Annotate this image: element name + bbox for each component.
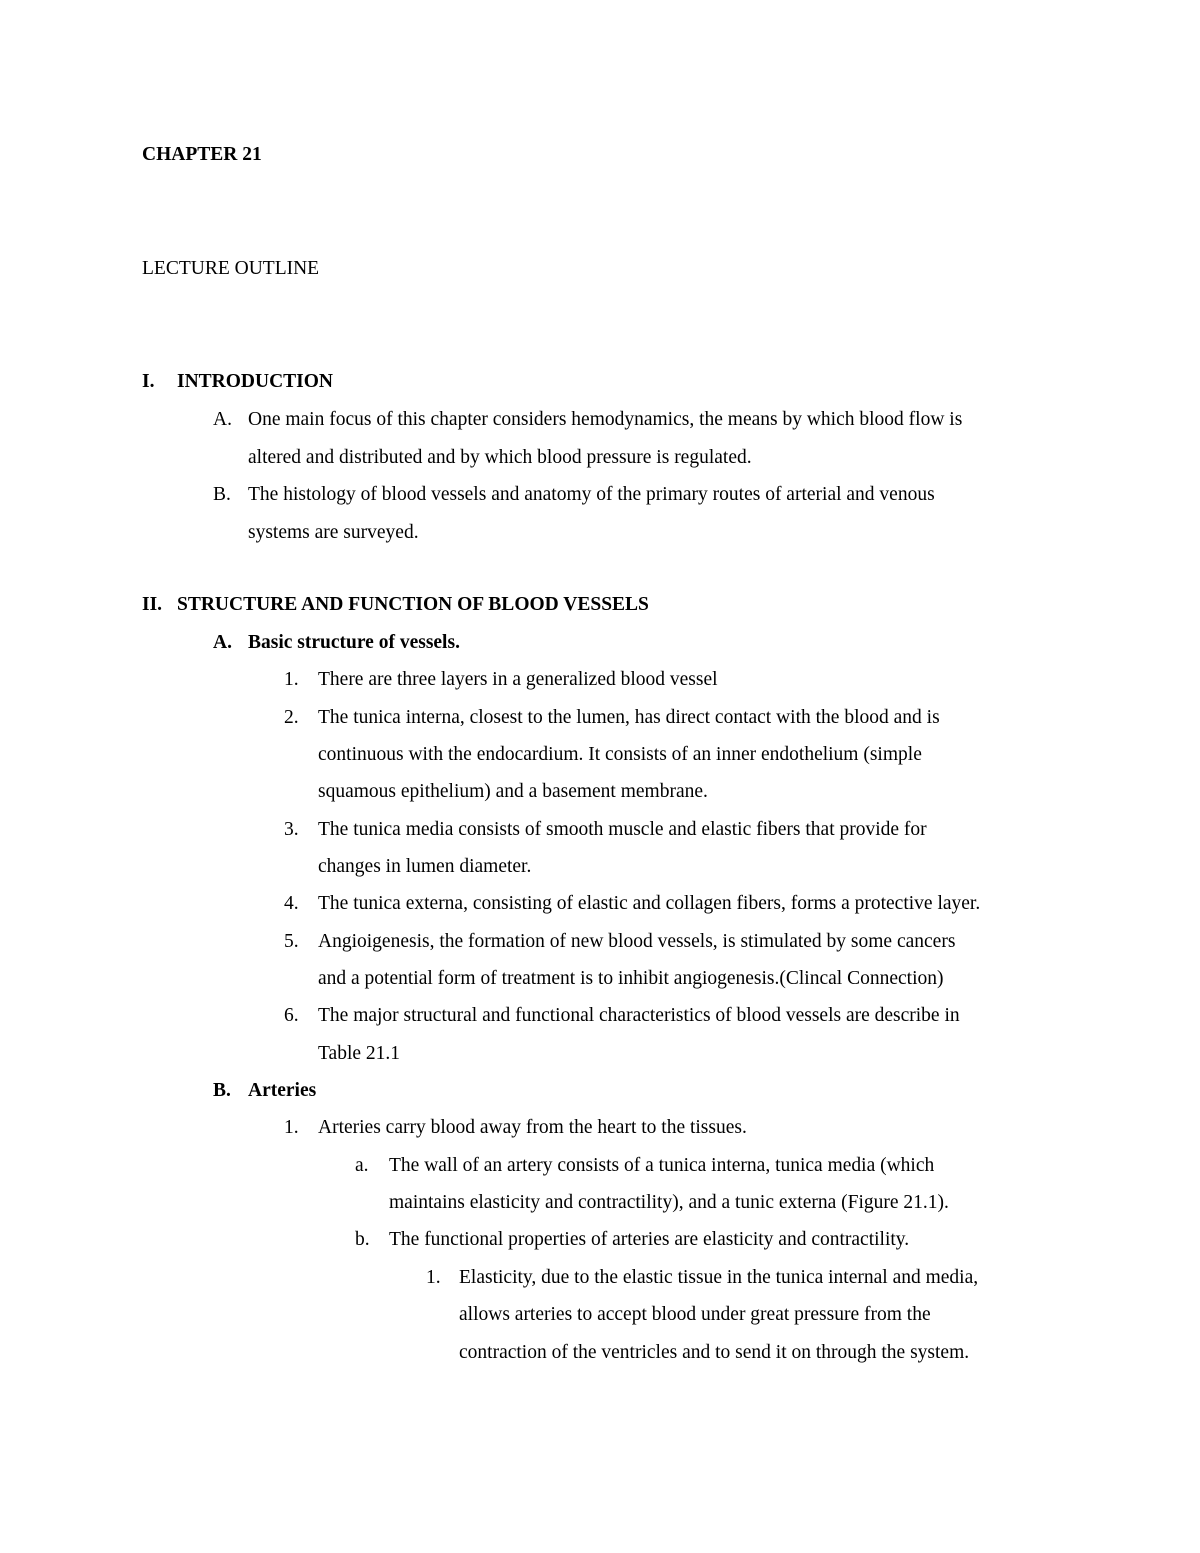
list-item-line: Arteries carry blood away from the heart to the tissues. [318, 1117, 747, 1138]
section-title: STRUCTURE AND FUNCTION OF BLOOD VESSELS [177, 594, 649, 615]
outline-title: LECTURE OUTLINE [142, 258, 320, 279]
list-marker: 5. [284, 931, 299, 952]
list-item-line: maintains elasticity and contractility), and a tunic externa (Figure 21.1). [389, 1192, 949, 1213]
list-item-line: allows arteries to accept blood under great pressure from the [459, 1304, 931, 1325]
list-marker: 1. [284, 1117, 299, 1138]
list-item-line: The wall of an artery consists of a tunica interna, tunica media (which [389, 1155, 935, 1176]
subsection-title: Basic structure of vessels. [248, 632, 460, 653]
list-marker: b. [355, 1229, 370, 1250]
list-item-line: Table 21.1 [318, 1043, 401, 1064]
list-item-line: The tunica media consists of smooth muscle and elastic fibers that provide for [318, 819, 927, 840]
list-marker: 1. [426, 1267, 441, 1288]
subsection-marker: B. [213, 1080, 231, 1101]
subsection-title: Arteries [248, 1080, 317, 1101]
list-marker: 3. [284, 819, 299, 840]
list-item-line: and a potential form of treatment is to inhibit angiogenesis.(Clincal Connection) [318, 968, 944, 989]
list-item-line: altered and distributed and by which blood pressure is regulated. [248, 447, 752, 468]
list-marker: 6. [284, 1005, 299, 1026]
list-item-line: The major structural and functional characteristics of blood vessels are describe in [318, 1005, 960, 1026]
list-marker: B. [213, 484, 231, 505]
list-item-line: The histology of blood vessels and anatomy of the primary routes of arterial and venous [248, 484, 935, 505]
list-marker: 2. [284, 707, 299, 728]
list-item-line: contraction of the ventricles and to send it on through the system. [459, 1342, 970, 1363]
list-marker: A. [213, 409, 232, 430]
list-marker: 4. [284, 893, 299, 914]
list-item-line: The functional properties of arteries are elasticity and contractility. [389, 1229, 910, 1250]
list-item-line: The tunica externa, consisting of elastic and collagen fibers, forms a protective layer. [318, 893, 981, 914]
section-numeral: I. [142, 371, 155, 392]
list-marker: 1. [284, 669, 299, 690]
list-item-line: One main focus of this chapter considers hemodynamics, the means by which blood flow is [248, 409, 963, 430]
list-item-line: Angioigenesis, the formation of new blood vessels, is stimulated by some cancers [318, 931, 956, 952]
section-numeral: II. [142, 594, 163, 615]
section-title: INTRODUCTION [177, 371, 334, 392]
list-item-line: There are three layers in a generalized blood vessel [318, 669, 718, 690]
list-item-line: The tunica interna, closest to the lumen, has direct contact with the blood and is [318, 707, 940, 728]
list-item-line: squamous epithelium) and a basement membrane. [318, 781, 708, 802]
list-item-line: systems are surveyed. [248, 522, 419, 543]
list-item-line: changes in lumen diameter. [318, 856, 532, 877]
list-item-line: Elasticity, due to the elastic tissue in the tunica internal and media, [459, 1267, 979, 1288]
list-item-line: continuous with the endocardium. It consists of an inner endothelium (simple [318, 744, 922, 765]
chapter-title: CHAPTER 21 [142, 144, 262, 165]
subsection-marker: A. [213, 632, 232, 653]
list-marker: a. [355, 1155, 369, 1176]
